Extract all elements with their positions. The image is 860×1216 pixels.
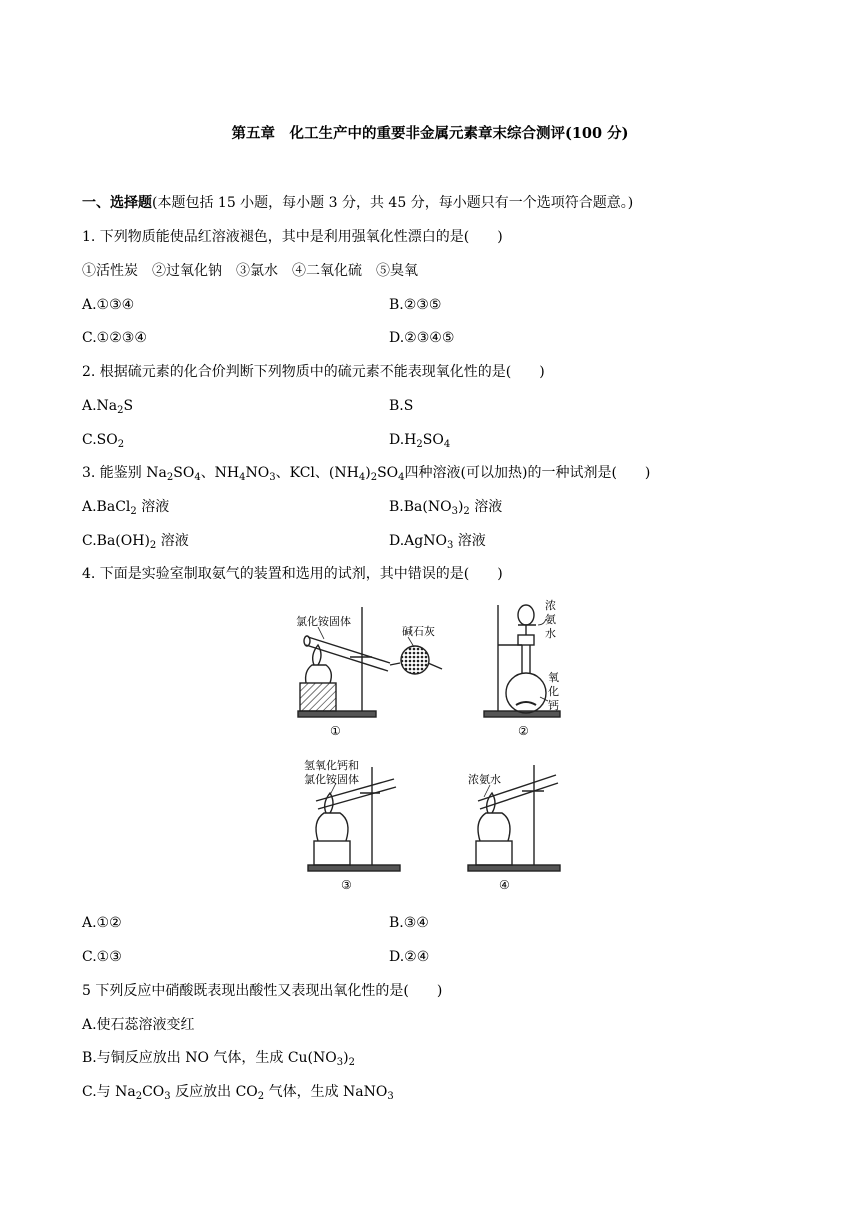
label-oxide-1: 氧 <box>548 671 559 684</box>
label-num-2: ② <box>518 724 529 738</box>
question-1-option-a: A.①③④ <box>82 297 135 313</box>
question-4-stem: 4. 下面是实验室制取氨气的装置和选用的试剂，其中错误的是( ) <box>82 566 503 582</box>
question-5-option-c: C.与 $Na_2CO_3$ 反应放出 $CO_2$ 气体，生成 NaNO$_3$ <box>82 1084 394 1102</box>
question-5-option-a: A.使石蕊溶液变红 <box>82 1017 195 1033</box>
question-1-option-c: C.①②③④ <box>82 330 147 346</box>
label-soda-lime: 碱石灰 <box>402 625 435 638</box>
question-2-option-d: $D.H_2SO_4$ <box>389 432 451 450</box>
label-oxide-2: 化 <box>548 685 559 698</box>
question-3-stem: 3. 能鉴别 $Na_2SO_4$、$NH_4NO_3$、KCl、$(NH_4)_2SO_4$四种溶液(可以加热)的一种试剂是( ) <box>82 465 651 483</box>
section-title: 一、选择题 <box>82 195 152 211</box>
label-num-4: ④ <box>499 878 510 892</box>
page-title: 第五章 化工生产中的重要非金属元素章末综合测评(100 分) <box>231 125 629 142</box>
question-4-option-d: D.②④ <box>389 949 430 965</box>
label-oxide-3: 钙 <box>548 699 559 712</box>
question-3-option-c: $C.Ba(OH)_2$ 溶液 <box>82 533 189 551</box>
label-nh4cl-solid: 氯化铵固体 <box>296 615 351 628</box>
label-water: 水 <box>545 627 556 640</box>
question-4-option-c: C.①③ <box>82 949 122 965</box>
question-3-option-b: $B.Ba(NO_3)_2$ 溶液 <box>389 499 503 517</box>
question-1-option-d: D.②③④⑤ <box>389 330 455 346</box>
label-conc-ammonia: 浓氨水 <box>468 773 501 786</box>
question-1-option-b: B.②③⑤ <box>389 297 442 313</box>
label-ammonia: 氨 <box>545 613 556 626</box>
question-1-stem: 1. 下列物质能使品红溶液褪色，其中是利用强氧化性漂白的是( ) <box>82 229 503 245</box>
question-2-option-a: $A.Na_2S$ <box>82 398 134 416</box>
question-4-option-a: A.①② <box>82 915 122 931</box>
apparatus-figure <box>0 595 860 895</box>
question-2-option-b: B.S <box>389 398 414 414</box>
question-3-option-a: A.BaCl$_2$ 溶液 <box>82 499 170 517</box>
label-num-1: ① <box>330 724 341 738</box>
section-note: (本题包括 15 小题，每小题 3 分，共 45 分，每小题只有一个选项符合题意。) <box>152 195 634 211</box>
question-3-option-d: D.AgNO$_3$ 溶液 <box>389 533 486 551</box>
label-num-3: ③ <box>341 878 352 892</box>
question-2-option-c: $C.SO_2$ <box>82 432 125 450</box>
section-heading <box>82 194 633 212</box>
question-1-items: ①活性炭 ②过氧化钠 ③氯水 ④二氧化硫 ⑤臭氧 <box>82 263 418 279</box>
question-4-option-b: B.③④ <box>389 915 429 931</box>
question-5-stem: 5 下列反应中硝酸既表现出酸性又表现出氧化性的是( ) <box>82 983 443 999</box>
question-2-stem: 2. 根据硫元素的化合价判断下列物质中的硫元素不能表现氧化性的是( ) <box>82 364 545 380</box>
question-5-option-b: B.与铜反应放出 NO 气体，生成 $Cu(NO_3)_2$ <box>82 1050 355 1068</box>
label-nh4cl-solid-2: 氯化铵固体 <box>304 773 359 786</box>
label-conc: 浓 <box>545 599 556 612</box>
label-caoh2-and: 氢氧化钙和 <box>304 759 359 772</box>
